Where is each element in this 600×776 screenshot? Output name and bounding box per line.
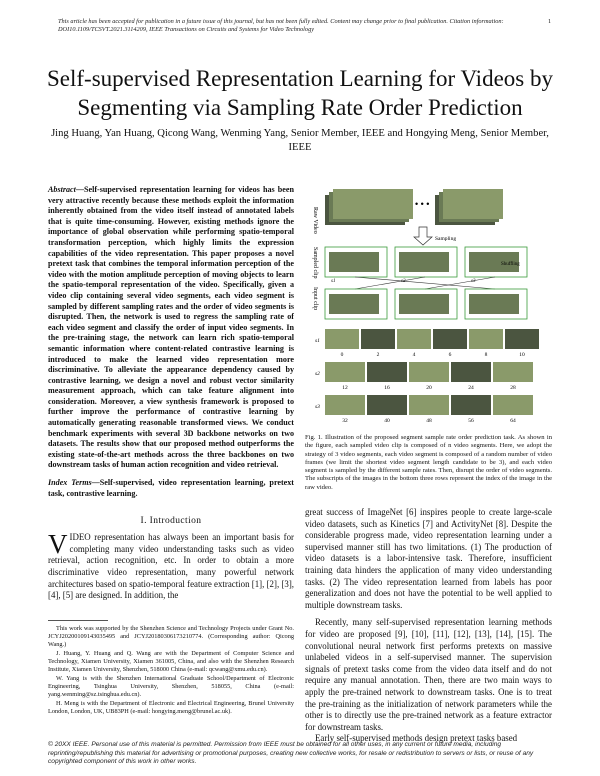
sampling-arrow-icon (414, 227, 432, 245)
frame-thumbnail (451, 395, 491, 415)
frame-thumbnail (325, 362, 365, 382)
intro-paragraph-1 (48, 529, 294, 602)
frame-index-label: 6 (448, 352, 452, 358)
frame-thumbnail (367, 395, 407, 415)
frame-index-label: 0 (340, 352, 344, 358)
footnotes (48, 625, 294, 717)
segment-label-s3: s3 (471, 279, 476, 284)
frame-index-label: 20 (426, 385, 432, 391)
frame-index-label: 4 (412, 352, 416, 358)
segment-label-s2: s2 (401, 279, 406, 284)
frame-index-label: 40 (384, 418, 390, 424)
frame-thumbnail (325, 395, 365, 415)
index-terms (48, 478, 294, 499)
frame-thumbnail (367, 362, 407, 382)
footnote-affiliation-2: W. Yang is with the Shenzhen International Graduate School/Department of Electronic Engineering, Tsinghua University, Shenzhen, 518055, China (e-mail: yang.wenming@sz.tsinghua.edu.cn). (48, 675, 294, 698)
frame-thumbnail (505, 329, 539, 349)
footnote-affiliation-1: J. Huang, Y. Huang and Q. Wang are with the Department of Computer Science and Technology, Xiamen University, Xiamen 361005, China, and also with the Shenzhen Research Institute, Xiamen University, Shenzhen, 518000 China (e-mail: qcwang@xmu.edu.cn). (48, 650, 294, 673)
frame-index-label: 32 (342, 418, 348, 424)
abstract (48, 185, 294, 471)
abstract-label: Abstract (48, 185, 76, 194)
frame-index-label: 12 (342, 385, 348, 391)
row-label-s2: s2 (315, 371, 320, 377)
footnote-affiliation-3: H. Meng is with the Department of Electronic and Electrical Engineering, Brunel University London, London, UK, UB83PH (e-mail: hongying.meng@brunel.ac.uk). (48, 700, 294, 715)
frame-thumbnail (493, 395, 533, 415)
frame-thumbnail (493, 362, 533, 382)
row-label-s3: s3 (315, 404, 320, 410)
page-number: 1 (548, 18, 552, 25)
frame-thumbnail (397, 329, 431, 349)
sampled-clip-label: Sampled clip (312, 247, 318, 279)
intro-paragraph-3: Recently, many self-supervised representation learning methods for video are proposed [9], [10], [11], [12], [13], [14], [15]. The convolutional neural network first performs pretexts on massive unlabeled videos in a self-supervised manner. The supervision signals of pretext tasks come from the video data itself and do not require any manual annotation. Then, there are two main ways to apply the pre-trained network to downstream tasks. One is to treat the pre-training as the initialization of network parameters while the other is to directly use the pre-trained network as a feature extractor for downstream tasks. (305, 617, 552, 732)
sampling-label: Sampling (435, 236, 457, 242)
row-label-s1: s1 (315, 338, 320, 344)
figure-1 (305, 185, 552, 425)
sampled-segments (325, 247, 527, 277)
section-heading-introduction: I. Introduction (140, 516, 202, 527)
raw-video-frames (325, 189, 503, 225)
frame-thumbnail (409, 362, 449, 382)
frame-thumbnail (469, 329, 503, 349)
frame-index-label: 8 (484, 352, 488, 358)
shuffling-label: Shuffling (501, 262, 520, 267)
frame-thumbnail (433, 329, 467, 349)
frame-index-label: 24 (468, 385, 474, 391)
frame-index-label: 48 (426, 418, 432, 424)
frame-index-label: 28 (510, 385, 516, 391)
frame-index-label: 16 (384, 385, 390, 391)
frame-index-label: 64 (510, 418, 516, 424)
footnote-divider (48, 620, 108, 621)
right-body-text (305, 507, 552, 745)
intro-paragraph-1-text: IDEO representation has always been an important basis for completing many video understanding tasks such as video retrieval, action recognition, etc. In order to obtain a more discriminative video representation, many powerful network architectures based on spatio-temporal feature extraction [1], [2], [3], [4], [5] are designed. In addition, the (48, 532, 294, 601)
drop-cap: V (48, 529, 68, 560)
author-list: Jing Huang, Yan Huang, Qicong Wang, Wenming Yang, Senior Member, IEEE and Hongying Meng, Senior Member, IEEE (51, 128, 549, 153)
right-column (305, 185, 552, 745)
paper-title: Self-supervised Representation Learning for Videos by Segmenting via Sampling Rate Order Prediction (47, 66, 553, 120)
frame-thumbnail (325, 329, 359, 349)
copyright-notice: © 20XX IEEE. Personal use of this material is permitted. Permission from IEEE must be obtained for all other uses, in any current or future media, including reprinting/republishing this material for advertising or promotional purposes, creating new collective works, for resale or redistribution to servers or lists, or reuse of any copyrighted component of this work in other works. (48, 741, 534, 765)
ellipsis-mark: • • • (415, 199, 430, 209)
index-terms-label: Index Terms (48, 478, 92, 488)
left-column (48, 185, 294, 602)
frame-index-label: 10 (519, 352, 525, 358)
footnote-funding: This work was supported by the Shenzhen Science and Technology Projects under Grant No. JCYJ20200109143035495 and JCYJ20180306173210774. (Corresponding author: Qicong Wang.) (48, 625, 294, 648)
input-segments (325, 289, 527, 319)
accepted-notice: This article has been accepted for publication in a future issue of this journal, but has not been fully edited. Content may change prior to final publication. Citation information: DOI10.1109/TCSVT.2021.3114209, IEEE Transactions on Circuits and Systems for Video Technology (58, 18, 504, 33)
figure-1-diagram (305, 185, 552, 425)
frame-rows (325, 329, 539, 424)
segment-label-s1: s1 (331, 279, 336, 284)
intro-paragraph-2: great success of ImageNet [6] inspires people to create large-scale video datasets, such as Kinetics [7] and ActivityNet [8]. Despite the considerable progress made, video representation learning under a supervised manner still has two limitations. (1) The production of video datasets is a labor-intensive task. Therefore, insufficient training data hinders the application of many video understanding tasks. (2) The video representation learned from labels has poor generalization and does not have the potential to be well applied to multiple downstream tasks. (305, 507, 552, 610)
frame-thumbnail (451, 362, 491, 382)
intro-paragraph-4: Early self-supervised methods design pretext tasks based (315, 733, 518, 744)
abstract-text: —Self-supervised representation learning for videos has been very attractive recently because these methods exploit the information inherently obtained from the video itself instead of annotated labels that is quite time-consuming. However, existing methods ignore the importance of global observation while performing spatio-temporal transformation perception, which highly limits the expression capabilities of the video representation. This paper proposes a novel pretext task that combines the temporal information perception of the video with the motion amplitude perception of moving objects to learn the spatio-temporal representation of the video. Specifically, given a video clip containing several video segments, each video segment is sampled by different sampling rates and the order of video segments is disrupted. Then, the network is used to regress the sampling rate of each video segment and classify the order of input video segments. In the pre-training stage, the network can learn rich spatio-temporal semantic information where content-related contrastive learning is introduced to make the learned video representation more discriminative. To alleviate the appearance dependency caused by contrastive learning, we design a novel and robust vector similarity measurement approach, which can take feature alignment into consideration. Moreover, a view synthesis framework is proposed to further improve the performance of contrastive learning by automatically generating reasonable transformed views. We conduct benchmark experiments with several 3D backbone networks on two datasets. The results show that our proposed method outperforms the existing state-of-the-art methods across the three backbones on two downstream tasks of human action recognition and video retrieval. (48, 185, 294, 470)
raw-video-label: Raw Video (312, 207, 318, 234)
figure-1-caption: Fig. 1. Illustration of the proposed segment sample rate order prediction task. As shown in the figure, each sampled video clip is composed of n video segments. Here, we adopt the strategy of 3 video segments, each video segment is composed of a random number of video frames (we limit the shortest video segment length candidate to be 3), and each video segment is sampled by the different sample rates. Then, disrupt the order of video segments. The subscripts of the images in the bottom three rows represent the index of the image in the raw video. (305, 434, 552, 491)
frame-thumbnail (361, 329, 395, 349)
frame-index-label: 56 (468, 418, 474, 424)
frame-index-label: 2 (376, 352, 380, 358)
index-terms-text: —Self-supervised, video representation learning, pretext task, contrastive learning. (48, 478, 295, 498)
frame-thumbnail (409, 395, 449, 415)
input-clip-label: Input clip (312, 287, 318, 311)
